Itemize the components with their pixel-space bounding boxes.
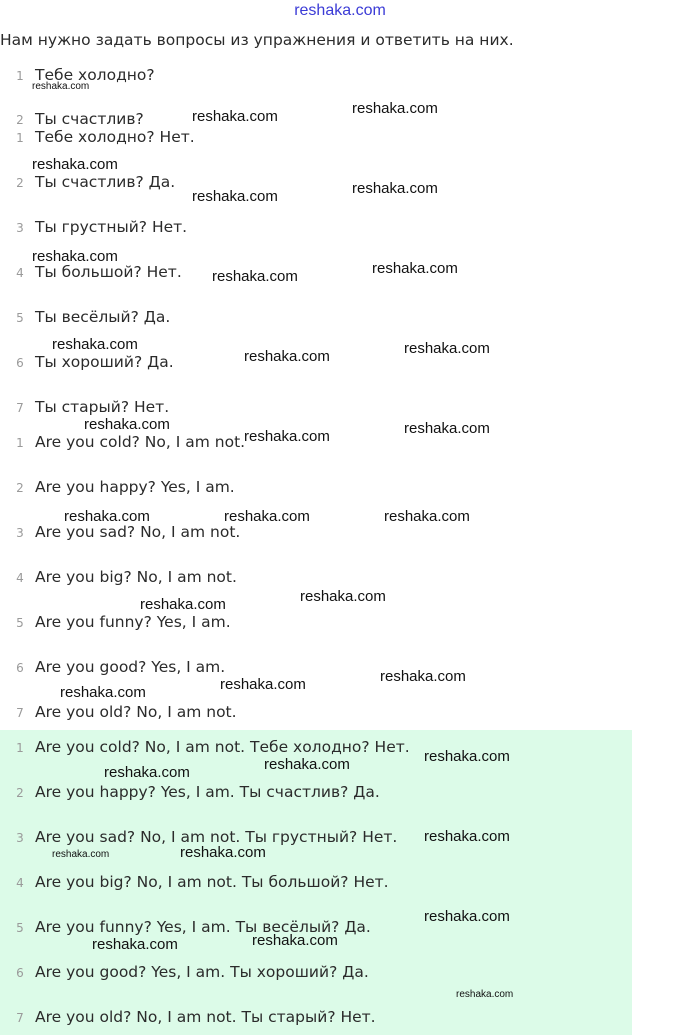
item-text: Are you happy? Yes, I am. Ты счастлив? Да. [35, 783, 380, 801]
clipped-row [0, 110, 680, 126]
item-number: 6 [16, 661, 24, 675]
watermark: reshaka.com [404, 420, 490, 437]
watermark: reshaka.com [104, 764, 190, 781]
watermark: reshaka.com [352, 100, 438, 117]
item-number: 6 [16, 966, 24, 980]
watermark: reshaka.com [252, 932, 338, 949]
item-number: 2 [16, 481, 24, 495]
watermark: reshaka.com [92, 936, 178, 953]
item-number: 5 [16, 311, 24, 325]
watermark: reshaka.com [212, 268, 298, 285]
item-number: 3 [16, 831, 24, 845]
watermark: reshaka.com [32, 248, 118, 265]
item-text: Тебе холодно? [35, 66, 155, 84]
item-text: Are you old? No, I am not. Ты старый? Нет. [35, 1008, 376, 1026]
watermark: reshaka.com [404, 340, 490, 357]
watermark: reshaka.com [424, 908, 510, 925]
item-number: 4 [16, 876, 24, 890]
watermark: reshaka.com [264, 756, 350, 773]
item-number: 2 [16, 176, 24, 190]
item-number: 4 [16, 266, 24, 280]
item-text: Ты счастлив? Да. [35, 173, 176, 191]
item-number: 2 [16, 113, 24, 126]
watermark: reshaka.com [32, 81, 90, 92]
item-number: 1 [16, 741, 24, 755]
item-number: 7 [16, 401, 24, 415]
watermark: reshaka.com [244, 428, 330, 445]
item-text: Ты весёлый? Да. [35, 308, 171, 326]
watermark: reshaka.com [52, 336, 138, 353]
item-text: Ты счастлив? [35, 110, 144, 126]
item-number: 5 [16, 616, 24, 630]
watermark: reshaka.com [180, 844, 266, 861]
item-number: 1 [16, 436, 24, 450]
item-number: 3 [16, 526, 24, 540]
item-text: Are you good? Yes, I am. [35, 658, 226, 676]
item-text: Are you old? No, I am not. [35, 703, 237, 721]
item-text: Are you sad? No, I am not. [35, 523, 241, 541]
intro-text: Нам нужно задать вопросы из упражнения и ответить на них. [0, 31, 514, 49]
watermark: reshaka.com [300, 588, 386, 605]
watermark: reshaka.com [192, 108, 278, 125]
item-number: 5 [16, 921, 24, 935]
watermark: reshaka.com [424, 828, 510, 845]
watermark: reshaka.com [84, 416, 170, 433]
item-text: Are you cold? No, I am not. [35, 433, 246, 451]
site-header[interactable]: reshaka.com [294, 2, 386, 19]
watermark: reshaka.com [140, 596, 226, 613]
watermark: reshaka.com [384, 508, 470, 525]
watermark: reshaka.com [220, 676, 306, 693]
item-text: Are you cold? No, I am not. Тебе холодно? Нет. [35, 738, 410, 756]
item-number: 2 [16, 786, 24, 800]
watermark: reshaka.com [372, 260, 458, 277]
item-number: 3 [16, 221, 24, 235]
item-number: 4 [16, 571, 24, 585]
watermark: reshaka.com [192, 188, 278, 205]
item-text: Are you happy? Yes, I am. [35, 478, 235, 496]
item-text: Are you funny? Yes, I am. Ты весёлый? Да. [35, 918, 371, 936]
item-text: Ты грустный? Нет. [35, 218, 188, 236]
item-text: Are you good? Yes, I am. Ты хороший? Да. [35, 963, 369, 981]
item-number: 7 [16, 1011, 24, 1025]
item-text: Ты хороший? Да. [35, 353, 174, 371]
watermark: reshaka.com [52, 849, 110, 860]
watermark: reshaka.com [424, 748, 510, 765]
watermark: reshaka.com [224, 508, 310, 525]
item-text: Are you sad? No, I am not. Ты грустный? Нет. [35, 828, 398, 846]
item-text: Ты большой? Нет. [35, 263, 182, 281]
item-text: Тебе холодно? Нет. [35, 128, 195, 146]
item-number: 1 [16, 69, 24, 83]
watermark: reshaka.com [456, 989, 514, 1000]
watermark: reshaka.com [244, 348, 330, 365]
item-text: Are you big? No, I am not. Ты большой? Нет. [35, 873, 389, 891]
item-number: 6 [16, 356, 24, 370]
watermark: reshaka.com [32, 156, 118, 173]
item-text: Are you funny? Yes, I am. [35, 613, 231, 631]
watermark: reshaka.com [64, 508, 150, 525]
item-number: 7 [16, 706, 24, 720]
item-text: Are you big? No, I am not. [35, 568, 237, 586]
item-number: 1 [16, 131, 24, 145]
watermark: reshaka.com [352, 180, 438, 197]
watermark: reshaka.com [60, 684, 146, 701]
watermark: reshaka.com [380, 668, 466, 685]
item-text: Ты старый? Нет. [35, 398, 170, 416]
